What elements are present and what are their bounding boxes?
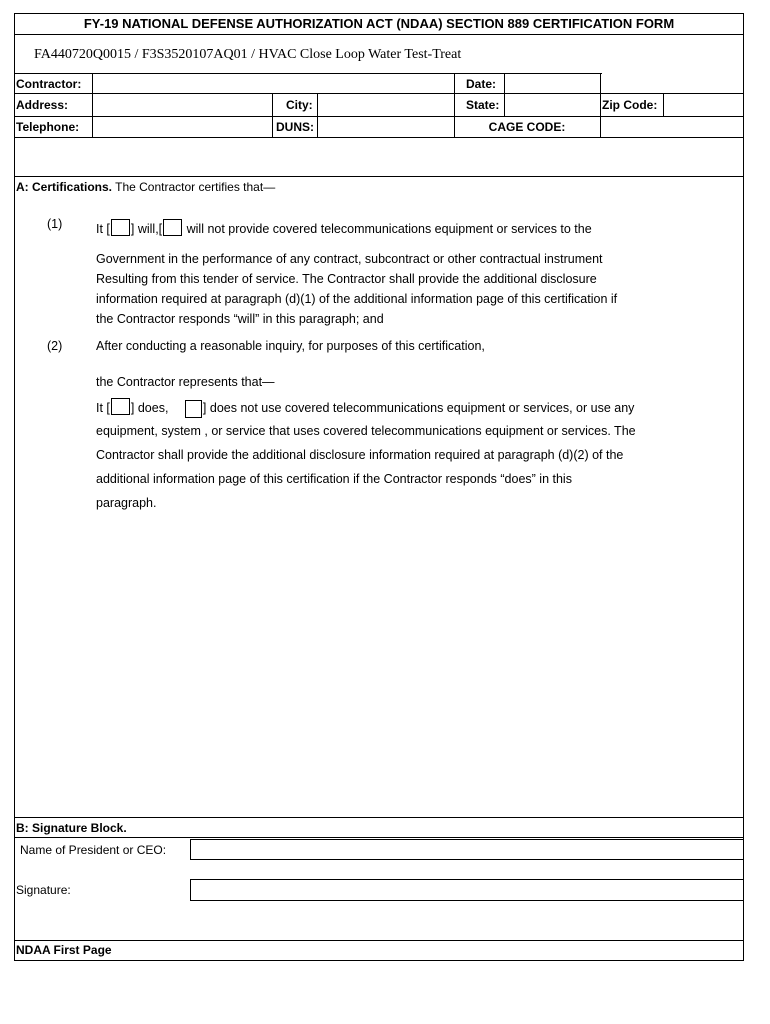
cage-code-label: CAGE CODE: [488, 120, 566, 134]
date-label: Date: [466, 77, 497, 91]
section-a-heading [16, 180, 275, 194]
frame-right [743, 13, 744, 961]
address-field[interactable] [96, 96, 268, 114]
zip-label: Zip Code: [602, 98, 658, 112]
grid-line [663, 93, 664, 116]
item-2-body-line: paragraph. [96, 496, 157, 510]
grid-line [14, 116, 744, 117]
item-2-body-line: equipment, system , or service that uses covered telecommunications equipment or services. The [96, 424, 636, 438]
grid-line [14, 837, 744, 838]
item-2-does: ] does, [130, 401, 169, 415]
will-not-checkbox[interactable] [163, 219, 182, 236]
grid-line [14, 137, 744, 138]
contractor-label: Contractor: [16, 77, 82, 91]
solicitation-reference: FA440720Q0015 / F3S3520107AQ01 / HVAC Close Loop Water Test-Treat [34, 47, 462, 62]
item-1-number: (1) [47, 217, 63, 231]
frame-bottom [14, 960, 744, 961]
president-name-label: Name of President or CEO: [20, 843, 167, 857]
grid-line [14, 73, 602, 74]
state-field[interactable] [507, 96, 597, 114]
zip-field[interactable] [666, 96, 740, 114]
grid-line [317, 93, 318, 137]
grid-line [272, 93, 273, 137]
address-label: Address: [16, 98, 69, 112]
grid-line [14, 176, 744, 177]
grid-line [600, 73, 601, 137]
item-1-body [96, 249, 696, 329]
item-1-body-line: information required at paragraph (d)(1) of the additional information page of this certification if [96, 292, 618, 306]
signature-field[interactable] [190, 879, 744, 901]
item-1-it: It [ [96, 222, 110, 236]
grid-line [14, 93, 744, 94]
frame-left [14, 13, 15, 961]
signature-label: Signature: [16, 883, 71, 897]
title-divider [14, 34, 744, 35]
item-2-body-line: Contractor shall provide the additional disclosure information required at paragraph (d)(2) of the [96, 448, 624, 462]
telephone-field[interactable] [96, 118, 268, 135]
section-b-heading: B: Signature Block. [16, 821, 127, 835]
item-1-body-line: Resulting from this tender of service. The Contractor shall provide the additional disclosure [96, 272, 597, 286]
cage-code-field[interactable] [603, 118, 741, 135]
page-label: NDAA First Page [16, 943, 112, 957]
form-title: FY-19 NATIONAL DEFENSE AUTHORIZATION ACT (NDAA) SECTION 889 CERTIFICATION FORM [83, 16, 675, 31]
item-2-line-2: the Contractor represents that— [96, 375, 275, 389]
state-label: State: [466, 98, 500, 112]
item-2-line-1: After conducting a reasonable inquiry, for purposes of this certification, [96, 339, 485, 353]
item-1-body-line: Government in the performance of any contract, subcontract or other contractual instrument [96, 252, 603, 266]
item-2-body [96, 419, 736, 515]
item-1-choice-line [96, 219, 592, 236]
duns-label: DUNS: [276, 120, 314, 134]
item-1-body-line: the Contractor responds “will” in this paragraph; and [96, 312, 384, 326]
section-b-divider [14, 817, 744, 818]
date-field[interactable] [507, 75, 597, 92]
grid-line [92, 73, 93, 137]
section-a-title: A: Certifications. [16, 180, 113, 194]
city-label: City: [286, 98, 313, 112]
duns-field[interactable] [320, 118, 450, 135]
item-1-will-not: will not provide covered telecommunications equipment or services to the [183, 222, 592, 236]
president-name-field[interactable] [190, 839, 744, 860]
does-checkbox[interactable] [111, 398, 130, 415]
grid-line [504, 73, 505, 116]
will-checkbox[interactable] [111, 219, 130, 236]
frame-top [14, 13, 744, 14]
does-not-checkbox[interactable] [185, 400, 202, 418]
telephone-label: Telephone: [16, 120, 80, 134]
item-2-choice-line [96, 398, 634, 418]
item-2-number: (2) [47, 339, 63, 353]
item-2-it: It [ [96, 401, 110, 415]
section-a-intro: The Contractor certifies that— [112, 180, 276, 194]
footer-divider [14, 940, 744, 941]
contractor-field[interactable] [96, 75, 448, 92]
item-1-will: ] will,[ [130, 222, 163, 236]
city-field[interactable] [320, 96, 450, 114]
item-2-does-not: ] does not use covered telecommunications equipment or services, or use any [202, 401, 635, 415]
item-2-body-line: additional information page of this certification if the Contractor responds “does” in this [96, 472, 572, 486]
